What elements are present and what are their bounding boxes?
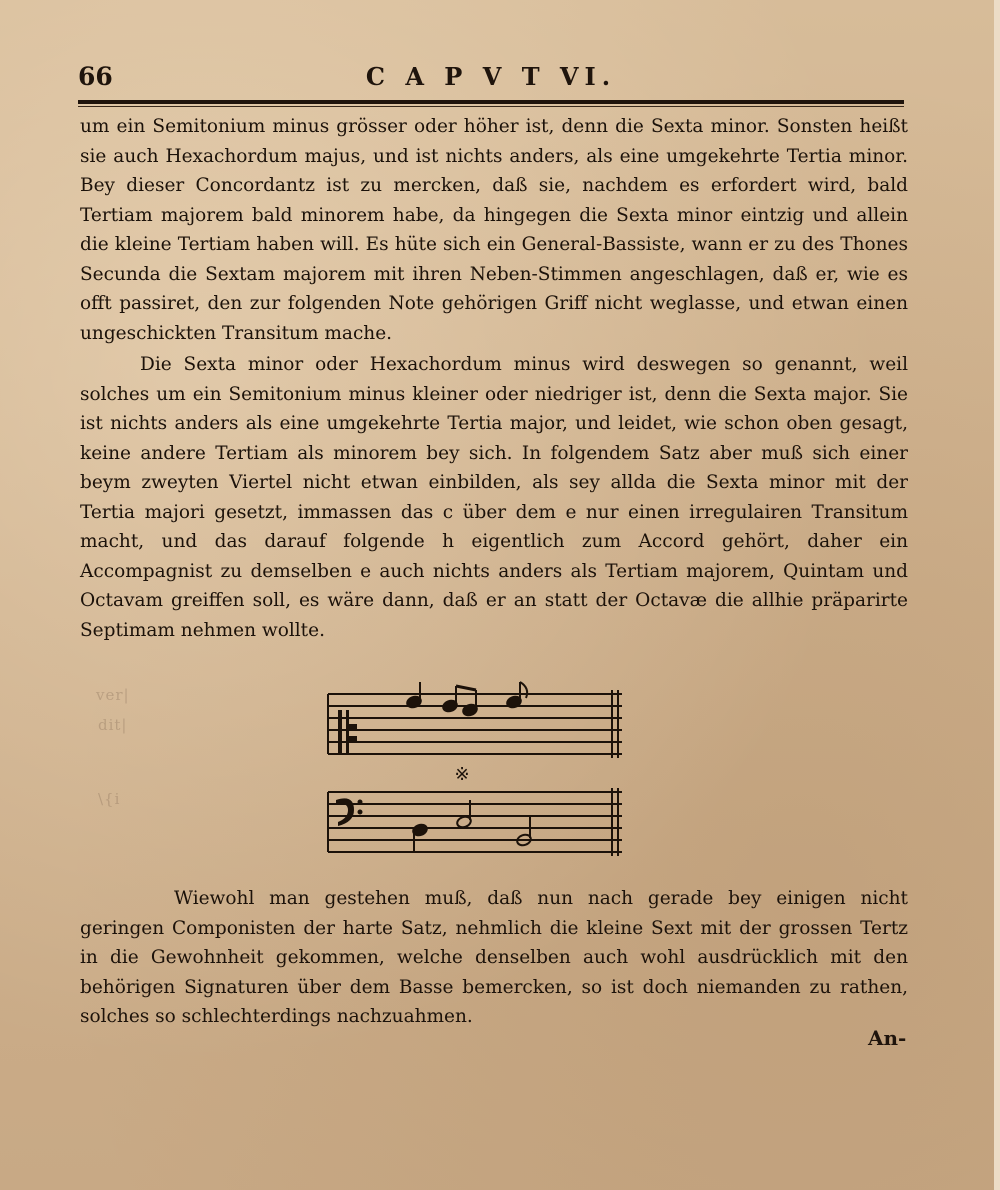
treble-notes [406, 682, 527, 717]
treble-clef-icon [338, 710, 357, 754]
header-rule [78, 100, 904, 104]
treble-bar-lines [328, 690, 618, 758]
bass-bar-lines [328, 788, 618, 856]
paragraph-wiewohl: Wiewohl man gestehen muß, daß nun nach gerade bey einigen nicht geringen Componisten der harte Satz, nehmlich die kleine Sext mit der grossen Tertz in die Gewohnheit gekommen, welche denselben auch wohl ausdrücklich mit den behörigen Signaturen über dem Basse bemercken, so ist doch niemanden zu rathen, solches so schlechterdings nachzuahmen. [80, 888, 908, 1027]
paragraph-sexta-major-continued: um ein Semitonium minus grösser oder höher ist, denn die Sexta minor. Sonsten heißt sie auch Hexachordum majus, und ist nichts anders, als eine umgekehrte Tertia minor. Bey dieser Concordantz ist zu mercken, daß sie, nachdem es erfordert wird, bald Tertiam majorem bald minorem habe, da hingegen die Sexta minor eintzig und allein die kleine Tertiam haben will. Es hüte sich ein General-Bassiste, wann er zu des Thones Secunda die Sextam majorem mit ihren Neben-Stimmen angeschlagen, daß er, wie es offt passiret, den zur folgenden Note gehörigen Griff nicht weglasse, und etwan einen ungeschickten Transitum mache. [80, 116, 908, 344]
bass-staff [328, 792, 622, 852]
bleed-through-text: ver| [96, 686, 130, 704]
paragraph-sexta-minor: Die Sexta minor oder Hexachordum minus wird deswegen so genannt, weil solches um ein Semitonium minus kleiner oder niedriger ist, denn die Sexta major. Sie ist nichts anders als eine umgekehrte Tertia major, und leidet, wie schon oben gesagt, keine andere Tertiam als minorem bey sich. In folgendem Satz aber muß sich einer beym zweyten Viertel nicht etwan einbilden, als sey allda die Sexta minor mit der Tertia majori gesetzt, immassen das c über dem e nur einen irregulairen Transitum macht, und das darauf folgende h eigentlich zum Accord gehört, daher ein Accompagnist zu demselben e auch nichts anders als Tertiam majorem, Quintam und Octavam greiffen soll, es wäre dann, daß er an statt der Octavæ die allhie präparirte Septimam nehmen wollte. [80, 354, 908, 641]
figure-symbol: ※ [454, 764, 470, 785]
page-number: 66 [78, 62, 113, 91]
page-header [78, 62, 904, 96]
catchword: An- [868, 1026, 907, 1050]
bass-clef-icon [336, 798, 363, 826]
running-title: C A P V T VI. [365, 62, 617, 91]
body-text [80, 112, 908, 645]
bleed-through-text: \{i [98, 790, 121, 808]
bass-notes [412, 800, 533, 852]
music-example [322, 680, 632, 866]
bleed-through-text: dit| [98, 716, 128, 734]
